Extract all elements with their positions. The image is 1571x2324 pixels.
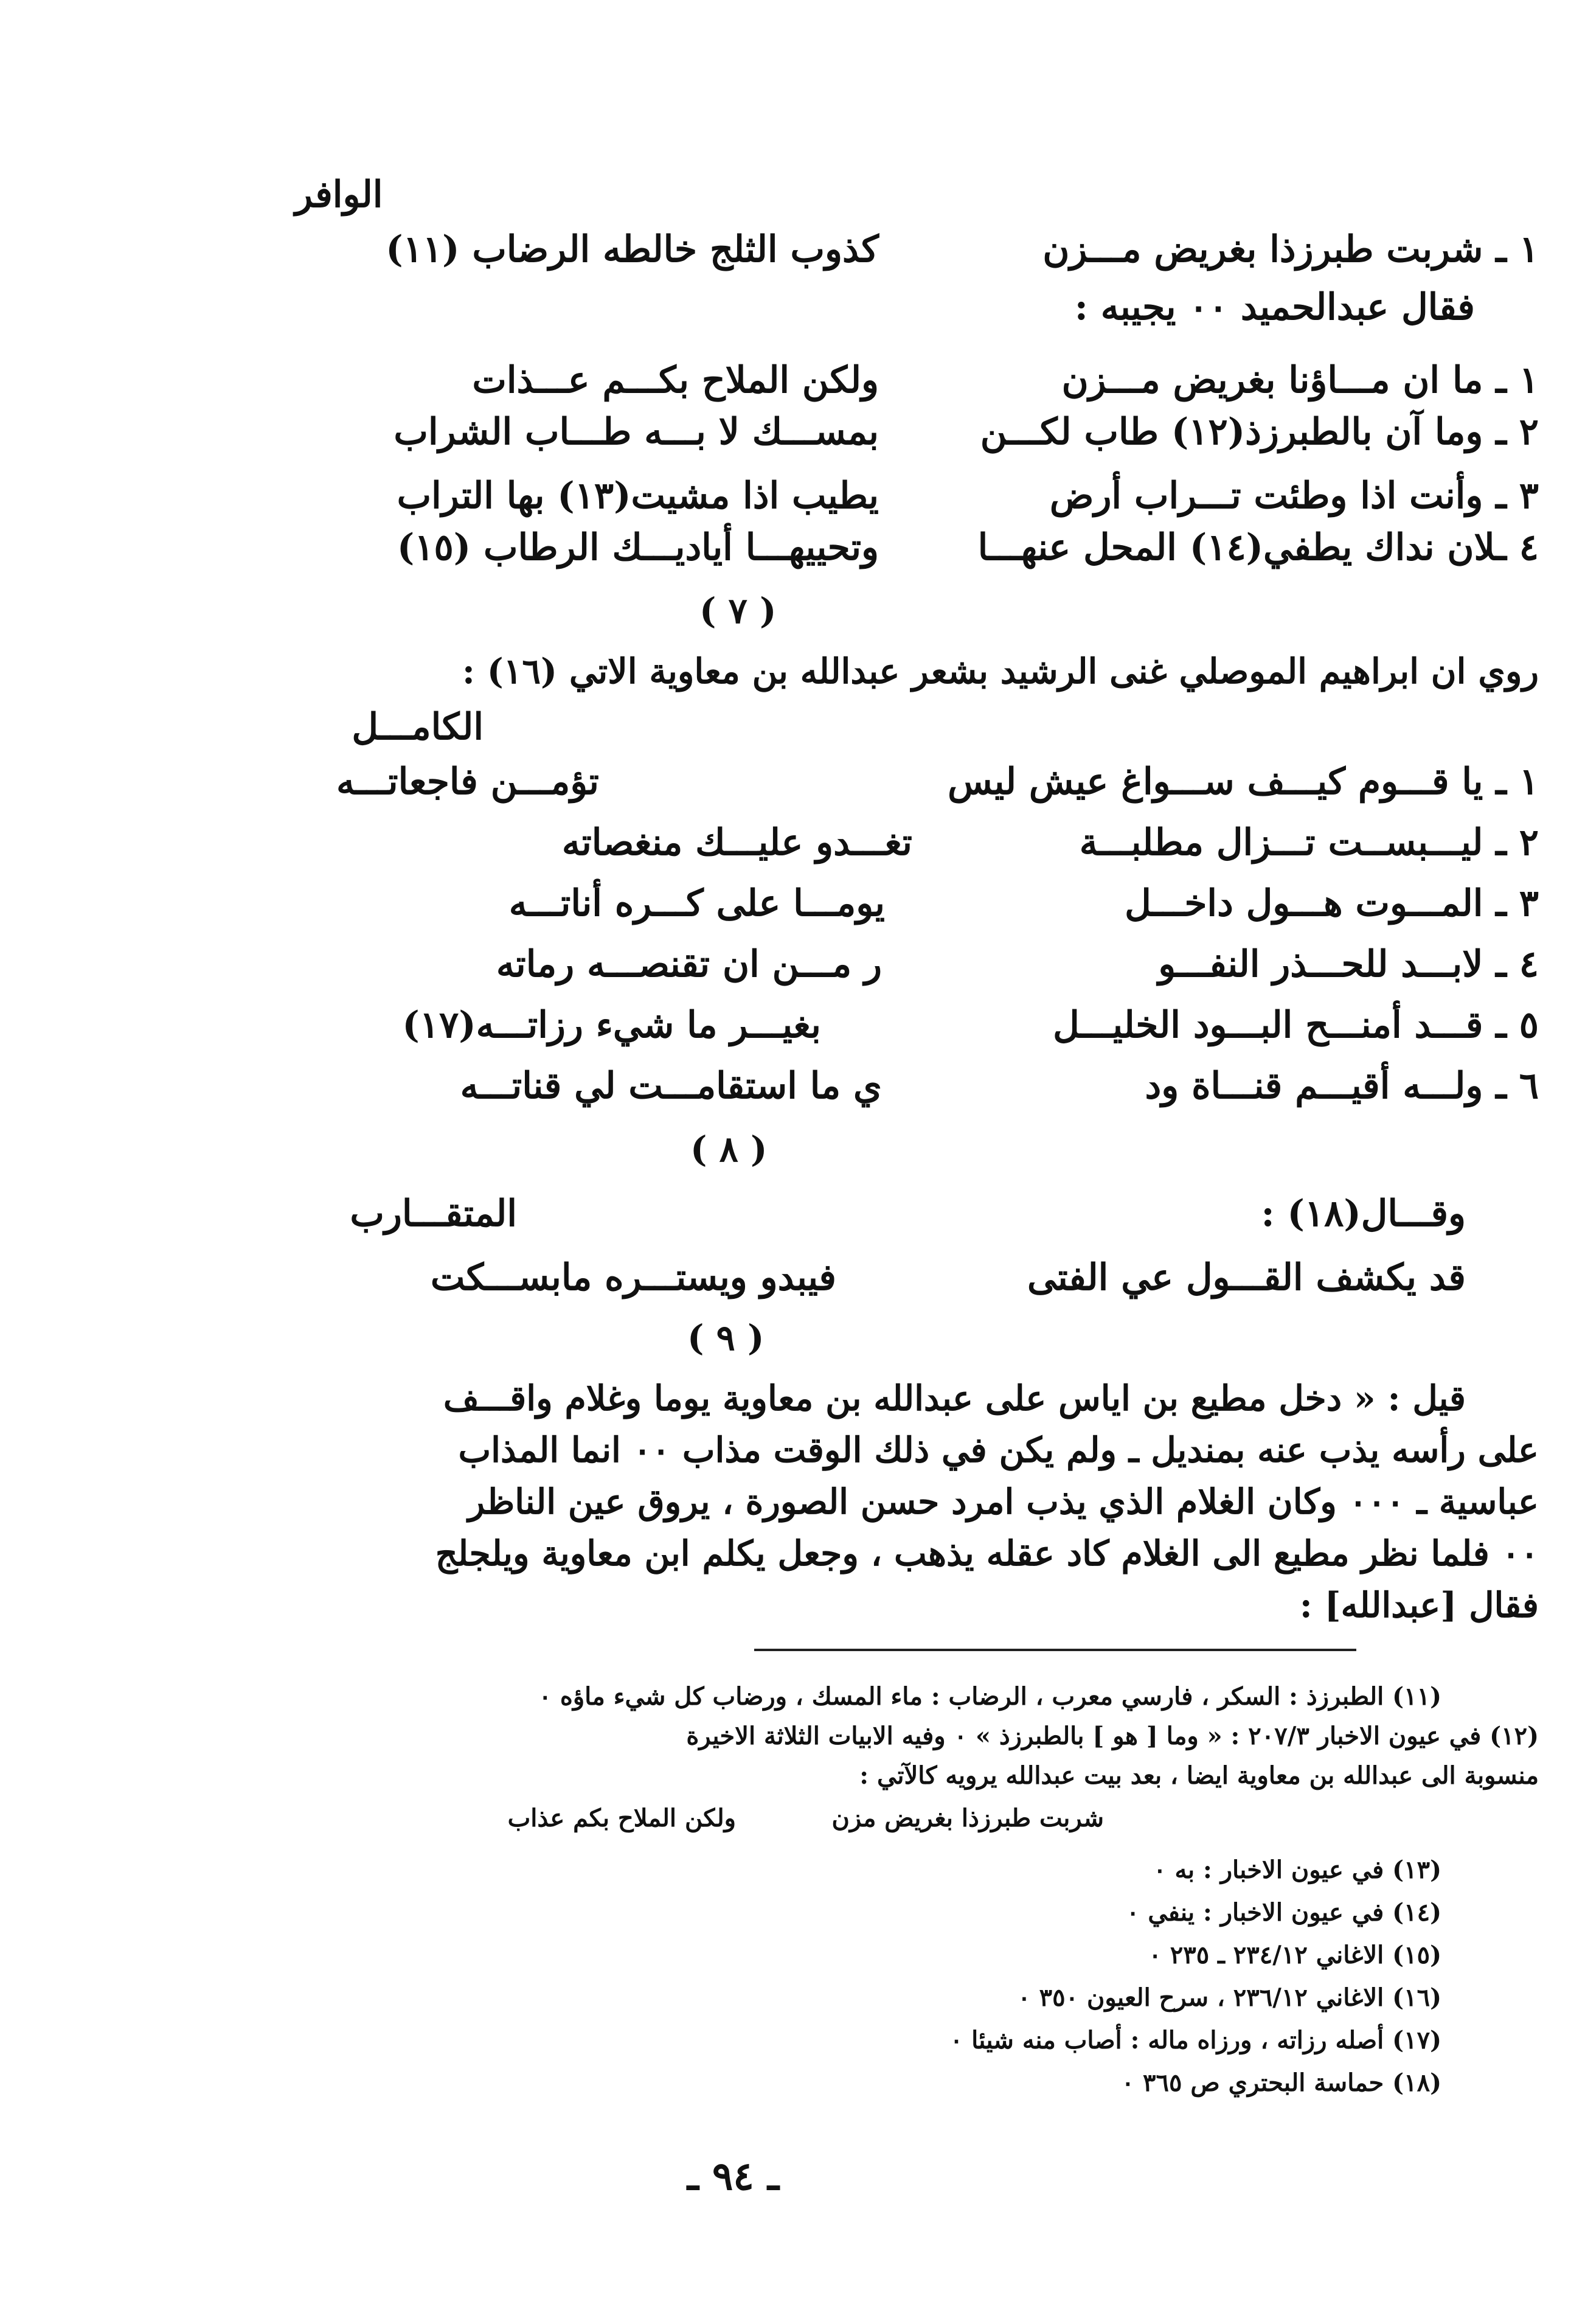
verse-first-hemistich: ٢ ـ وما آن بالطبرزذ(١٢) طاب لكـــن (980, 411, 1539, 453)
footnote: (١١) الطبرزذ : السكر ، فارسي معرب ، الرضاب : ماء المسك ، ورضاب كل شيء ماؤه ٠ (538, 1682, 1441, 1711)
footnote: (١٢) في عيون الاخبار ٢٠٧/٣ : « وما [ هو ] بالطبرزذ » ٠ وفيه الابيات الثلاثة الاخيرة (686, 1722, 1539, 1750)
footnote: (١٥) الاغاني ٢٣٤/١٢ ـ ٢٣٥ ٠ (1148, 1941, 1441, 1969)
verse-first-hemistich: ٤ ـلان نداك يطفي(١٤) المحل عنهـــا (977, 526, 1539, 569)
verse-second-hemistich: يومـــا على كـــره أناتـــه (508, 882, 885, 925)
footnote-verse-first: شربت طبرزذا بغريض مزن (831, 1804, 1104, 1832)
verse-second-hemistich: ر مـــن ان تقنصـــه رماته (496, 943, 882, 986)
meter-label-wafir: الوافر (295, 173, 383, 216)
section-intro: روي ان ابراهيم الموصلي غنى الرشيد بشعر عبدالله بن معاوية الاتي (١٦) : (462, 651, 1539, 692)
section-intro: وقـــال(١٨) : (1261, 1192, 1466, 1235)
page-number: ـ ٩٤ ـ (687, 2154, 779, 2199)
verse-second-hemistich: ي ما استقامـــت لي قناتـــه (460, 1065, 882, 1107)
footnote: (١٦) الاغاني ٢٣٦/١٢ ، سرح العيون ٣٥٠ ٠ (1018, 1983, 1441, 2012)
verse-first-hemistich: ١ ـ ما ان مـــاؤنا بغريض مـــزن (1061, 359, 1539, 402)
footnote: (١٣) في عيون الاخبار : به ٠ (1153, 1856, 1441, 1884)
verse-first-hemistich: ٣ ـ وأنت اذا وطئت تـــراب أرض (1049, 475, 1539, 517)
footnote: (١٨) حماسة البحتري ص ٣٦٥ ٠ (1121, 2068, 1441, 2097)
prose-line: قيل : « دخل مطيع بن اياس على عبدالله بن معاوية يوما وغلام واقـــف (443, 1378, 1466, 1419)
section-number: ( ٨ ) (690, 1129, 768, 1170)
prose-line: عباسية ـ ٠٠٠ وكان الغلام الذي يذب امرد حسن الصورة ، يروق عين الناظر (468, 1481, 1539, 1522)
verse-first-hemistich: ٦ ـ ولـــه أقيـــم قنـــاة ود (1145, 1065, 1539, 1107)
verse-second-hemistich: وتحييهـــا أياديـــك الرطاب (١٥) (397, 526, 879, 569)
verse-second-hemistich: بمســـك لا بـــه طـــاب الشراب (394, 411, 879, 453)
footnote-verse-second: ولكن الملاح بكم عذاب (507, 1804, 736, 1832)
prose-line: ٠٠ فلما نظر مطيع الى الغلام كاد عقله يذهب ، وجعل يكلم ابن معاوية ويلجلج (435, 1533, 1539, 1574)
meter-label-mutaqarib: المتقـــارب (350, 1192, 517, 1235)
footnote: (١٧) أصله رزاته ، ورزاه ماله : أصاب منه شيئا ٠ (949, 2026, 1441, 2054)
verse-first-hemistich: ٥ ـ قـــد أمنـــح البـــود الخليـــل (1053, 1004, 1539, 1046)
verse-first-hemistich: ٣ ـ المـــوت هـــول داخـــل (1125, 882, 1539, 925)
prose-line: على رأسه يذب عنه بمنديل ـ ولم يكن في ذلك الوقت مذاب ٠٠ انما المذاب (458, 1430, 1539, 1470)
verse-second-hemistich: تغـــدو عليـــك منغصاته (561, 821, 912, 864)
response-intro: فقال عبدالحميد ٠٠ يجيبه : (1074, 286, 1475, 329)
verse-first-hemistich: ١ ـ يا قـــوم كيـــف ســـواغ عيش ليس (948, 760, 1539, 803)
section-number: ( ٩ ) (687, 1317, 765, 1359)
verse-first-hemistich: قد يكشف القـــول عي الفتى (1027, 1256, 1466, 1299)
verse-first-hemistich: ١ ـ شربت طبرزذا بغريض مـــزن (1042, 228, 1539, 271)
verse-second-hemistich: فيبدو ويستـــره مابســـكت (430, 1256, 836, 1299)
footnote: (١٤) في عيون الاخبار : ينفي ٠ (1126, 1898, 1441, 1927)
verse-second-hemistich: يطيب اذا مشيت(١٣) بها التراب (397, 475, 879, 517)
verse-second-hemistich: ولكن الملاح بكـــم عـــذات (472, 359, 879, 402)
footnote: منسوبة الى عبدالله بن معاوية ايضا ، بعد بيت عبدالله يرويه كالآتي : (859, 1761, 1539, 1790)
prose-line: فقال [عبدالله] : (1299, 1585, 1539, 1626)
book-page (140, 24, 1539, 2300)
verse-second-hemistich: بغيـــر ما شيء رزاتـــه(١٧) (402, 1004, 821, 1046)
verse-first-hemistich: ٢ ـ ليـــبســت تـــزال مطلبـــة (1079, 821, 1539, 864)
section-number: ( ٧ ) (699, 590, 777, 631)
meter-label-kamil: الكامـــل (352, 706, 484, 748)
footnote-separator (754, 1649, 1356, 1651)
verse-first-hemistich: ٤ ـ لابـــد للحـــذر النفـــو (1158, 943, 1539, 986)
verse-second-hemistich: كذوب الثلج خالطه الرضاب (١١) (386, 228, 879, 271)
verse-second-hemistich: تؤمـــن فاجعاتـــه (336, 760, 599, 803)
